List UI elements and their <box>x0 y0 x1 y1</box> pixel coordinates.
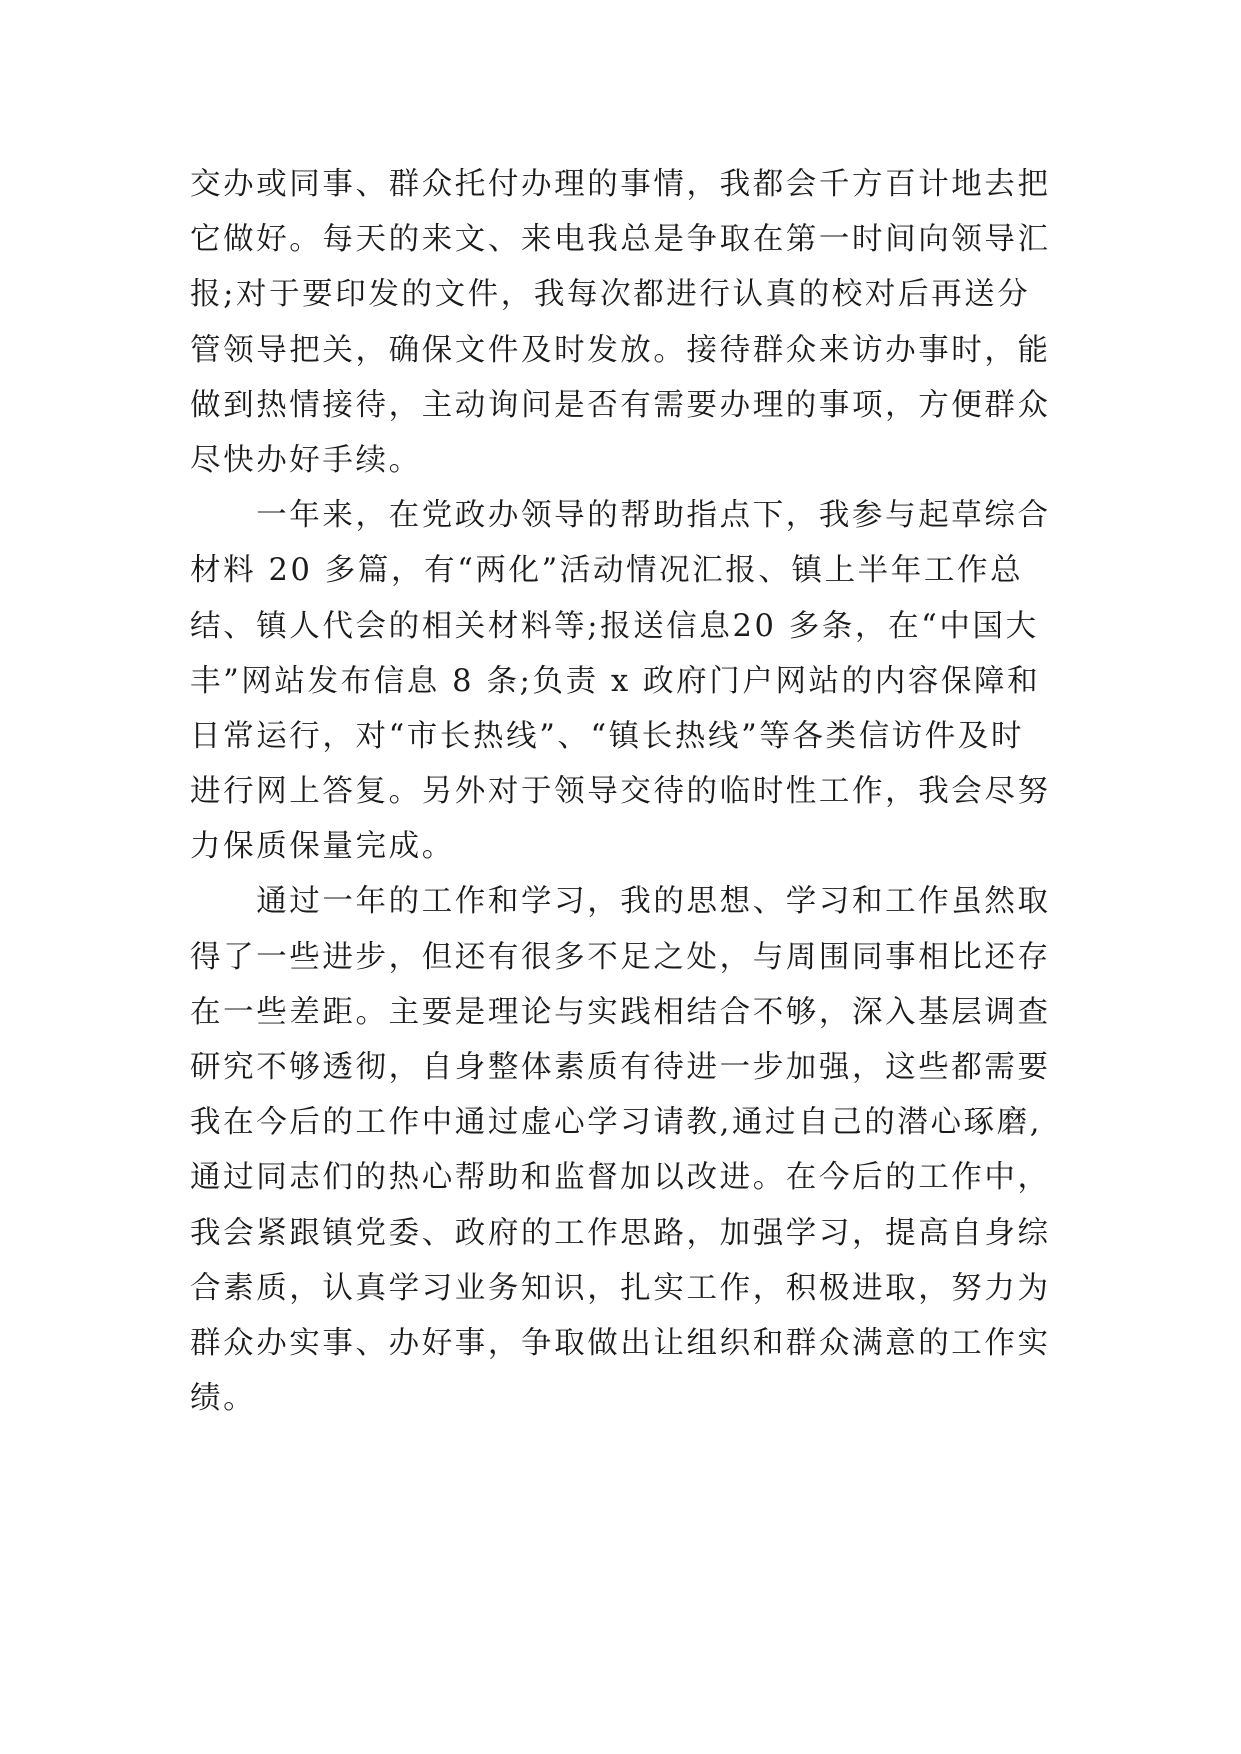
text-line: 研究不够透彻，自身整体素质有待进一步加强，这些都需要 <box>190 1050 1051 1085</box>
text-line: 结、镇人代会的相关材料等;报送信息20 多条，在“中国大 <box>190 608 1039 644</box>
text-line: 进行网上答复。另外对于领导交待的临时性工作，我会尽努 <box>190 774 1051 810</box>
text-line: 通过同志们的热心帮助和监督加以改进。在今后的工作中， <box>190 1160 1051 1196</box>
text-line: 做到热情接待，主动询问是否有需要办理的事项，方便群众 <box>190 387 1051 423</box>
text-line: 尽快办好手续。 <box>190 442 422 478</box>
text-line: 通过一年的工作和学习，我的思想、学习和工作虽然取 <box>190 884 1051 920</box>
text-line: 材料 20 多篇，有“两化”活动情况汇报、镇上半年工作总 <box>190 553 1024 589</box>
text-line: 群众办实事、办好事，争取做出让组织和群众满意的工作实 <box>190 1325 1051 1361</box>
text-line: 得了一些进步，但还有很多不足之处，与周围同事相比还存 <box>190 939 1051 975</box>
text-line: 报;对于要印发的文件，我每次都进行认真的校对后再送分 <box>190 277 1031 313</box>
text-line: 交办或同事、群众托付办理的事情，我都会千方百计地去把 <box>190 167 1051 202</box>
document-body <box>190 157 1060 1426</box>
text-line: 在一些差距。主要是理论与实践相结合不够，深入基层调查 <box>190 994 1051 1030</box>
text-line: 我在今后的工作中通过虚心学习请教,通过自己的潜心琢磨, <box>190 1105 1043 1141</box>
text-line: 日常运行，对“市长热线”、“镇长热线”等各类信访件及时 <box>190 718 1025 754</box>
text-line: 合素质，认真学习业务知识，扎实工作，积极进取，努力为 <box>190 1270 1051 1306</box>
text-line: 力保质保量完成。 <box>190 829 455 865</box>
text-line: 我会紧跟镇党委、政府的工作思路，加强学习，提高自身综 <box>190 1215 1051 1251</box>
text-line: 管领导把关，确保文件及时发放。接待群众来访办事时，能 <box>190 332 1051 368</box>
text-line: 一年来，在党政办领导的帮助指点下，我参与起草综合 <box>190 498 1051 534</box>
text-line: 绩。 <box>190 1381 257 1417</box>
text-line: 它做好。每天的来文、来电我总是争取在第一时间向领导汇 <box>190 222 1051 258</box>
text-line: 丰”网站发布信息 8 条;负责 x 政府门户网站的内容保障和 <box>190 663 1041 699</box>
